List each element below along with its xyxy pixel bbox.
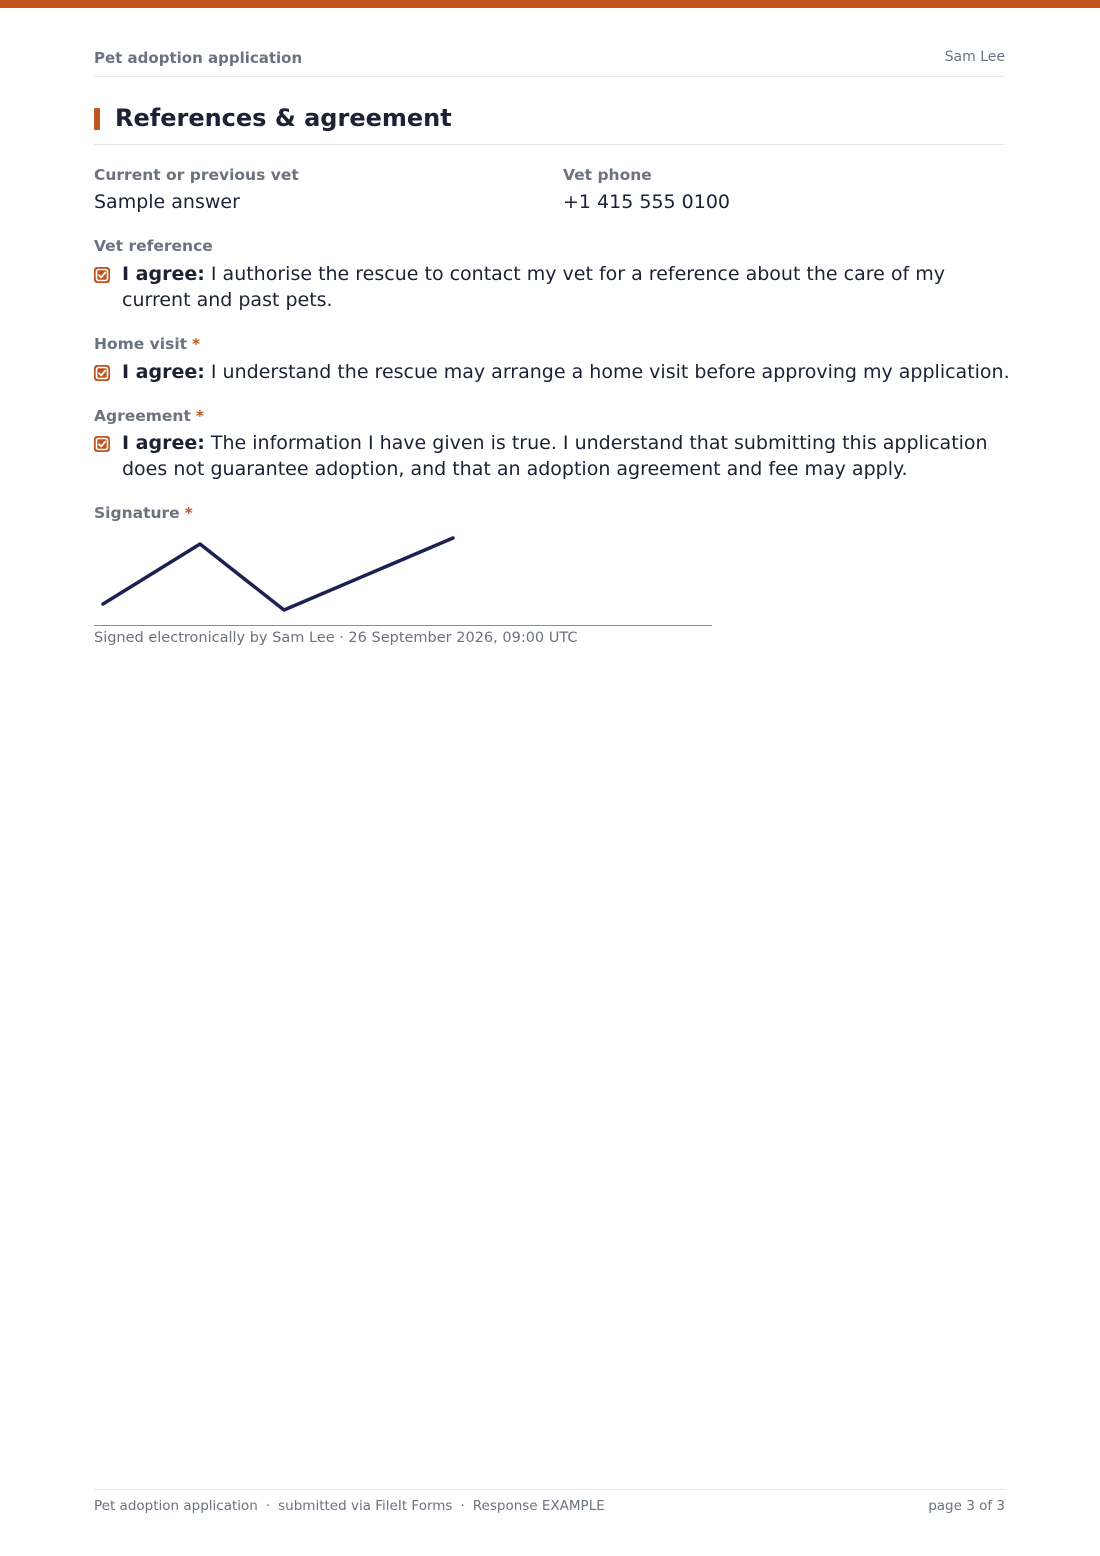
footer-separator: · xyxy=(265,1498,271,1514)
home-visit-checkbox[interactable] xyxy=(94,365,110,381)
agree-label: I agree: xyxy=(122,361,205,383)
agreement-label-text: Agreement xyxy=(94,407,191,425)
page-footer xyxy=(94,1489,1005,1520)
agreement-statement xyxy=(122,430,1012,482)
agreement-checkbox[interactable] xyxy=(94,436,110,452)
accent-top-bar xyxy=(0,0,1100,8)
home-visit-text: I understand the rescue may arrange a home visit before approving my application. xyxy=(210,361,1010,383)
required-marker: * xyxy=(192,335,201,353)
agreement-text: The information I have given is true. I understand that submitting this application does not guarantee adoption, and that an adoption agreement and fee may apply. xyxy=(122,432,988,480)
checkmark-icon xyxy=(94,436,110,452)
vet-reference-text: I authorise the rescue to contact my vet for a reference about the care of my current and past pets. xyxy=(122,263,945,311)
signature-line xyxy=(94,625,712,626)
footer-form-title: Pet adoption application xyxy=(94,1498,258,1514)
checkmark-icon xyxy=(94,267,110,283)
running-header-title: Pet adoption application xyxy=(94,49,303,67)
vet-phone-value: +1 415 555 0100 xyxy=(563,191,731,213)
checkmark-icon xyxy=(94,365,110,381)
section-title: References & agreement xyxy=(115,104,452,132)
running-header-applicant: Sam Lee xyxy=(944,49,1005,65)
home-visit-label-text: Home visit xyxy=(94,335,188,353)
vet-value: Sample answer xyxy=(94,191,240,213)
running-header xyxy=(94,48,1005,77)
footer-separator: · xyxy=(460,1498,465,1514)
vet-reference-checkbox[interactable] xyxy=(94,267,110,283)
agree-label: I agree: xyxy=(122,263,205,285)
signature-label-text: Signature xyxy=(94,504,180,522)
footer-submitted-via: submitted via FileIt Forms xyxy=(278,1498,453,1514)
signature-caption: Signed electronically by Sam Lee · 26 September 2026, 09:00 UTC xyxy=(94,630,578,646)
footer-info xyxy=(94,1498,605,1514)
signature-label xyxy=(94,504,193,522)
vet-label: Current or previous vet xyxy=(94,166,299,184)
footer-page-number: page 3 of 3 xyxy=(928,1498,1005,1514)
agree-label: I agree: xyxy=(122,432,205,454)
vet-phone-label: Vet phone xyxy=(563,166,652,184)
section-accent-bar xyxy=(94,108,100,130)
section-header xyxy=(94,104,1005,145)
signature-drawing xyxy=(94,528,714,624)
home-visit-statement xyxy=(122,359,1012,385)
required-marker: * xyxy=(195,407,204,425)
vet-reference-statement xyxy=(122,261,1012,313)
required-marker: * xyxy=(184,504,193,522)
agreement-label xyxy=(94,407,204,425)
footer-response: Response EXAMPLE xyxy=(472,1498,605,1514)
home-visit-label xyxy=(94,335,200,353)
vet-reference-label: Vet reference xyxy=(94,237,213,255)
